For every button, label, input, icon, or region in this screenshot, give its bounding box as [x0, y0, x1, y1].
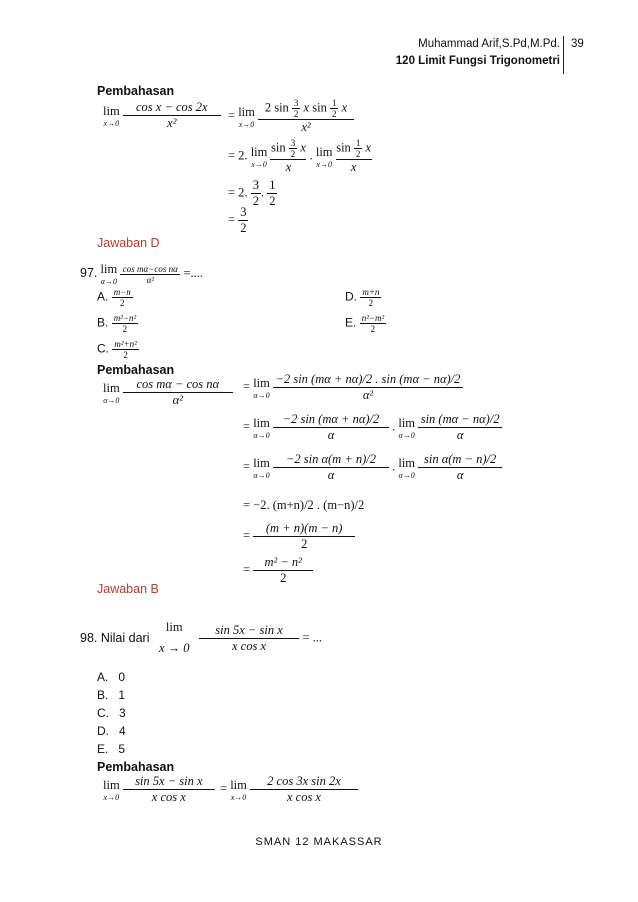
s2-step4: = −2. (m+n)/2 . (m−n)/2	[243, 498, 365, 512]
s3-lhs: lim x→0 $\frac{\text{sin 5x − sin x}}{\text{x cos x}}$	[103, 774, 215, 805]
q97-option-e[interactable]: E. $\frac{\text{n²−m²}}{2}$	[345, 313, 385, 334]
pembahasan-heading-1: Pembahasan	[97, 84, 175, 98]
s1-step1: = lim x→0 2 sin $\frac{3}{2}$ x sin $\frac{1}{2}$ x x²	[228, 98, 354, 135]
s2-lhs: lim α→0 $\frac{\text{cos mα − cos nα}}{\text{α²}}$	[103, 377, 233, 408]
header-divider	[563, 36, 564, 74]
header-author: Muhammad Arif,S.Pd,M.Pd.	[418, 38, 560, 50]
s2-step3: = lim α→0 $\frac{\text{−2 sin α(m + n)/2}}{\alpha}$ . lim α→0 $\frac{\text{sin α(m − n)/2}}{\alpha}$	[243, 452, 502, 483]
pembahasan-heading-3: Pembahasan	[97, 760, 175, 774]
q97-option-a[interactable]: A. $\frac{m-n}{2}$	[97, 287, 131, 308]
page-number: 39	[571, 38, 584, 50]
pembahasan-heading-2: Pembahasan	[97, 363, 175, 377]
answer-1: Jawaban D	[97, 236, 160, 250]
s2-step6: = $\frac{\text{m² − n²}}{2}$	[243, 555, 313, 586]
s1-step4: = $\frac{3}{2}$	[228, 205, 247, 235]
answer-2: Jawaban B	[97, 582, 159, 596]
q98-option-d[interactable]: D. 4	[97, 724, 126, 738]
q98-stem: 98. Nilai dari lim x → 0 $\frac{\text{sin 5x − sin x}}{\text{x cos x}}$ = ...	[80, 620, 323, 655]
q98-option-e[interactable]: E. 5	[97, 742, 126, 756]
footer-school: SMAN 12 MAKASSAR	[255, 836, 383, 848]
s2-step1: = lim α→0 $\frac{-2 \sin (m\alpha + n\alpha)/2 . \sin (m\alpha - n\alpha)/2}{\text{α²}}$	[243, 372, 463, 403]
q98-option-b[interactable]: B. 1	[97, 688, 126, 702]
q98-option-a[interactable]: A. 0	[97, 670, 126, 684]
s3-rhs: = lim x→0 $\frac{\text{2 cos 3x sin 2x}}{\text{x cos x}}$	[220, 774, 358, 805]
s1-step3: = 2. $\frac{3}{2}$ . $\frac{1}{2}$	[228, 178, 276, 208]
s1-lhs: lim x→0 $\frac{\text{cos x − cos 2x}}{\text{x²}}$	[103, 100, 221, 131]
s2-step2: = lim α→0 $\frac{-2 \sin (m\alpha + n\alpha)/2}{\alpha}$ . lim α→0 $\frac{\sin (m\alpha - n\alpha)/2}{\alpha}$	[243, 412, 502, 443]
s2-step5: = $\frac{(m + n)(m - n)}{2}$	[243, 521, 355, 552]
header-subtitle: 120 Limit Fungsi Trigonometri	[395, 55, 560, 67]
q97-option-d[interactable]: D. $\frac{m+n}{2}$	[345, 287, 380, 308]
q97-option-b[interactable]: B. $\frac{\text{m²−n²}}{2}$	[97, 313, 137, 334]
q97-option-c[interactable]: C. $\frac{\text{m²+n²}}{2}$	[97, 339, 137, 360]
q98-option-c[interactable]: C. 3	[97, 706, 126, 720]
q97-stem: 97. lim α→0 $\frac{\text{cos mα−cos nα}}{\text{α²}}$ =....	[80, 262, 203, 286]
s1-step2: = 2. lim x→0 sin $\frac{3}{2}$ x x . lim x→0 sin $\frac{1}{2}$ x x	[228, 138, 372, 174]
